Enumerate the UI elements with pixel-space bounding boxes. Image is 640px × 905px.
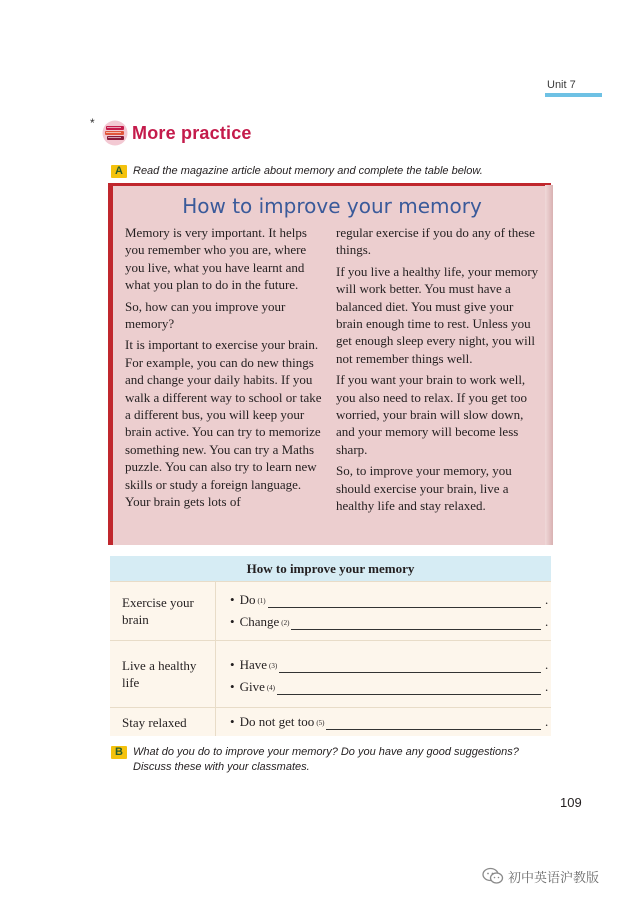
answer-blank-1[interactable] (268, 595, 541, 608)
article-paragraph: regular exercise if you do any of these things. (336, 225, 535, 258)
watermark-text: 初中英语沪教版 (508, 871, 600, 886)
table-category: Live a healthy life (110, 641, 216, 707)
task-b-badge: B (111, 746, 127, 759)
task-b-instruction-line2: Discuss these with your classmates. (133, 761, 310, 773)
unit-accent-bar (545, 93, 602, 97)
table-row (110, 581, 551, 640)
table-category: Stay relaxed (110, 708, 216, 736)
answer-blank-4[interactable] (277, 682, 541, 695)
table-item: • Change $^{(2)}$ . (230, 614, 549, 629)
article-title: How to improve your memory (182, 194, 482, 218)
table-item: • Have $^{(3)}$ . (230, 657, 549, 672)
article-paragraph: Memory is very important. It helps you remember who you are, where you live, what you have learnt and what you plan to do in the future. (125, 225, 307, 293)
table-row (110, 640, 551, 707)
section-title: More practice (132, 123, 252, 143)
table-item: • Do $^{(1)}$ . (230, 592, 549, 607)
task-a-instruction: Read the magazine article about memory and complete the table below. (133, 165, 483, 177)
magazine-article (108, 183, 551, 545)
task-a-badge: A (111, 165, 127, 178)
article-page-edge (545, 185, 553, 545)
answer-blank-3[interactable] (279, 660, 541, 673)
page-number: 109 (560, 795, 582, 810)
wechat-icon (482, 867, 504, 885)
table-title: How to improve your memory (110, 556, 551, 581)
table-item: • Give $^{(4)}$ . (230, 679, 549, 694)
article-left-column (125, 224, 325, 515)
task-b-instruction-line1: What do you do to improve your memory? Do you have any good suggestions? (133, 746, 519, 758)
article-paragraph: So, to improve your memory, you should exercise your brain, live a healthy life and stay relaxed. (336, 463, 512, 514)
article-paragraph: If you live a healthy life, your memory will work better. You must have a balanced diet. You must give your brain enough time to rest. Unless you get enough sleep every night, you will not remember things well. (336, 263, 539, 366)
star-marker: * (90, 116, 95, 130)
table-category: Exercise your brain (110, 582, 216, 640)
stacked-books-icon (101, 120, 129, 146)
table-row (110, 707, 551, 736)
article-paragraph: If you want your brain to work well, you also need to relax. If you get too worried, your brain will slow down, and your memory will become less sharp. (336, 372, 527, 457)
article-paragraph: So, how can you improve your memory? (125, 298, 286, 332)
article-right-column (336, 224, 541, 519)
answer-blank-5[interactable] (326, 717, 541, 730)
unit-label: Unit 7 (547, 79, 576, 91)
answer-blank-2[interactable] (291, 617, 541, 630)
table-item: • Do not get too $^{(5)}$ . (230, 714, 549, 729)
article-paragraph: It is important to exercise your brain. For example, you can do new things and change your daily habits. If you walk a different way to school or take a different bus, you will keep your brain active. You can try to memorize something new. You can try a Maths puzzle. You can also try to learn new skills or study a foreign language. Your brain gets lots of (125, 337, 322, 510)
memory-table (110, 556, 551, 736)
